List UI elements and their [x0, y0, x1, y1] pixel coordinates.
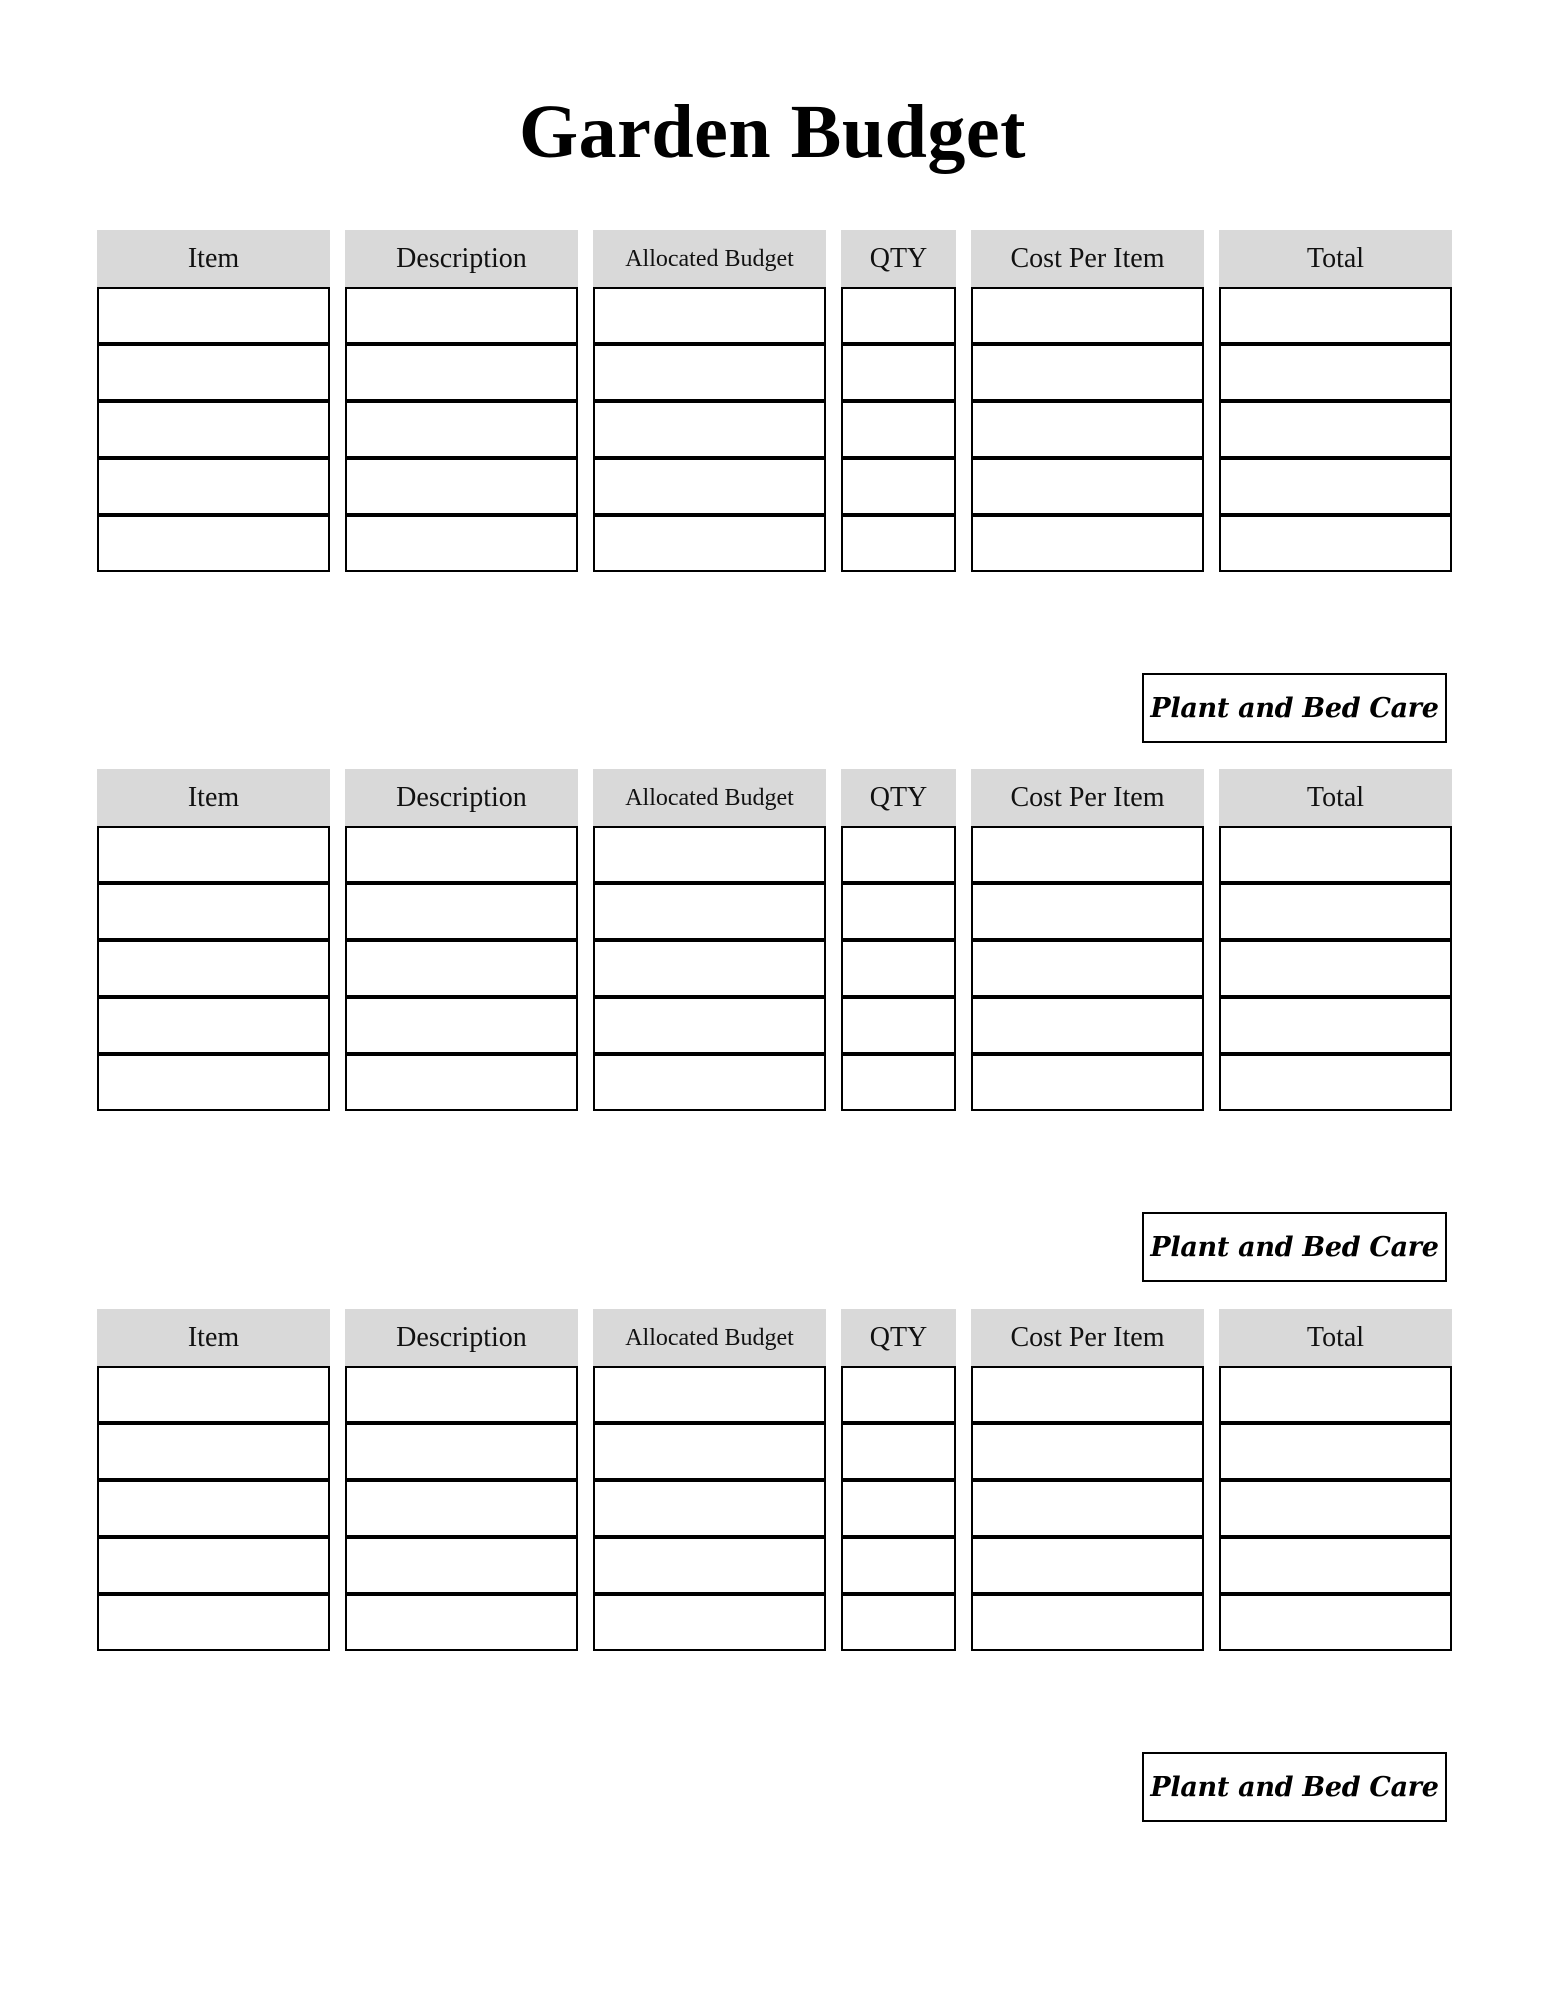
table-cell-qty-row1[interactable] [841, 1366, 956, 1423]
table-cell-description-row3[interactable] [345, 940, 578, 997]
table-cell-item-row1[interactable] [97, 287, 330, 344]
column-cost-per-item [971, 230, 1204, 572]
table-cell-cost-per-item-row2[interactable] [971, 1423, 1204, 1480]
table-cell-allocated-budget-row5[interactable] [593, 515, 826, 572]
column-header-total: Total [1219, 230, 1452, 287]
table-cell-item-row3[interactable] [97, 940, 330, 997]
table-cell-qty-row1[interactable] [841, 826, 956, 883]
table-cell-description-row1[interactable] [345, 287, 578, 344]
budget-table-3 [97, 1309, 1447, 1651]
table-cell-item-row2[interactable] [97, 883, 330, 940]
column-header-total: Total [1219, 769, 1452, 826]
table-cell-cost-per-item-row3[interactable] [971, 401, 1204, 458]
table-cell-description-row2[interactable] [345, 883, 578, 940]
table-cell-allocated-budget-row3[interactable] [593, 1480, 826, 1537]
table-cell-total-row2[interactable] [1219, 883, 1452, 940]
column-header-allocated-budget: Allocated Budget [593, 230, 826, 287]
column-total [1219, 1309, 1452, 1651]
table-cell-qty-row5[interactable] [841, 1594, 956, 1651]
section-footer-label-2[interactable] [1142, 1212, 1447, 1282]
table-cell-item-row5[interactable] [97, 515, 330, 572]
table-cell-allocated-budget-row4[interactable] [593, 1537, 826, 1594]
table-cell-item-row5[interactable] [97, 1054, 330, 1111]
table-cell-item-row2[interactable] [97, 344, 330, 401]
column-header-cost-per-item: Cost Per Item [971, 230, 1204, 287]
table-cell-cost-per-item-row4[interactable] [971, 997, 1204, 1054]
table-cell-cost-per-item-row1[interactable] [971, 1366, 1204, 1423]
table-cell-cost-per-item-row3[interactable] [971, 1480, 1204, 1537]
table-cell-allocated-budget-row5[interactable] [593, 1594, 826, 1651]
column-header-qty: QTY [841, 1309, 956, 1366]
table-cell-cost-per-item-row1[interactable] [971, 287, 1204, 344]
column-header-item: Item [97, 769, 330, 826]
table-cell-total-row5[interactable] [1219, 1054, 1452, 1111]
column-header-qty: QTY [841, 769, 956, 826]
column-description [345, 230, 578, 572]
column-cost-per-item [971, 1309, 1204, 1651]
table-cell-description-row4[interactable] [345, 997, 578, 1054]
table-cell-description-row3[interactable] [345, 401, 578, 458]
column-allocated-budget [593, 1309, 826, 1651]
column-total [1219, 230, 1452, 572]
column-header-allocated-budget: Allocated Budget [593, 769, 826, 826]
column-header-cost-per-item: Cost Per Item [971, 1309, 1204, 1366]
table-cell-cost-per-item-row4[interactable] [971, 1537, 1204, 1594]
table-cell-description-row4[interactable] [345, 458, 578, 515]
table-cell-description-row3[interactable] [345, 1480, 578, 1537]
column-allocated-budget [593, 769, 826, 1111]
table-cell-description-row1[interactable] [345, 826, 578, 883]
table-cell-qty-row4[interactable] [841, 458, 956, 515]
table-cell-item-row1[interactable] [97, 826, 330, 883]
column-header-item: Item [97, 230, 330, 287]
table-cell-qty-row1[interactable] [841, 287, 956, 344]
table-cell-cost-per-item-row4[interactable] [971, 458, 1204, 515]
table-cell-description-row2[interactable] [345, 344, 578, 401]
table-cell-description-row5[interactable] [345, 515, 578, 572]
table-cell-allocated-budget-row3[interactable] [593, 940, 826, 997]
table-cell-allocated-budget-row3[interactable] [593, 401, 826, 458]
table-cell-total-row2[interactable] [1219, 344, 1452, 401]
table-cell-allocated-budget-row4[interactable] [593, 997, 826, 1054]
table-cell-total-row4[interactable] [1219, 458, 1452, 515]
table-cell-allocated-budget-row5[interactable] [593, 1054, 826, 1111]
table-cell-allocated-budget-row4[interactable] [593, 458, 826, 515]
budget-table-1 [97, 230, 1447, 572]
table-cell-total-row3[interactable] [1219, 401, 1452, 458]
table-cell-qty-row3[interactable] [841, 401, 956, 458]
table-cell-qty-row2[interactable] [841, 1423, 956, 1480]
table-cell-cost-per-item-row5[interactable] [971, 1594, 1204, 1651]
table-cell-qty-row4[interactable] [841, 997, 956, 1054]
column-description [345, 769, 578, 1111]
budget-section-3 [97, 1309, 1447, 1803]
page-title: Garden Budget [519, 90, 1026, 174]
table-cell-qty-row3[interactable] [841, 940, 956, 997]
column-item [97, 1309, 330, 1651]
table-cell-qty-row3[interactable] [841, 1480, 956, 1537]
table-cell-item-row3[interactable] [97, 1480, 330, 1537]
table-cell-cost-per-item-row5[interactable] [971, 1054, 1204, 1111]
table-cell-cost-per-item-row3[interactable] [971, 940, 1204, 997]
budget-section-2 [97, 769, 1447, 1263]
table-cell-total-row3[interactable] [1219, 1480, 1452, 1537]
column-header-total: Total [1219, 1309, 1452, 1366]
section-footer-label-1[interactable] [1142, 673, 1447, 743]
column-item [97, 769, 330, 1111]
table-cell-qty-row2[interactable] [841, 344, 956, 401]
column-allocated-budget [593, 230, 826, 572]
table-cell-description-row2[interactable] [345, 1423, 578, 1480]
budget-table-2 [97, 769, 1447, 1111]
table-cell-item-row4[interactable] [97, 997, 330, 1054]
column-header-item: Item [97, 1309, 330, 1366]
table-cell-cost-per-item-row1[interactable] [971, 826, 1204, 883]
section-footer-label-text: Plant and Bed Care [1150, 1771, 1439, 1803]
column-cost-per-item [971, 769, 1204, 1111]
column-description [345, 1309, 578, 1651]
table-cell-allocated-budget-row1[interactable] [593, 826, 826, 883]
table-cell-item-row4[interactable] [97, 458, 330, 515]
table-cell-qty-row2[interactable] [841, 883, 956, 940]
column-qty [841, 1309, 956, 1651]
table-cell-cost-per-item-row2[interactable] [971, 344, 1204, 401]
table-cell-total-row4[interactable] [1219, 1537, 1452, 1594]
table-cell-total-row4[interactable] [1219, 997, 1452, 1054]
table-cell-item-row3[interactable] [97, 401, 330, 458]
column-qty [841, 769, 956, 1111]
table-cell-qty-row5[interactable] [841, 1054, 956, 1111]
column-header-cost-per-item: Cost Per Item [971, 769, 1204, 826]
table-cell-allocated-budget-row2[interactable] [593, 883, 826, 940]
column-header-allocated-budget: Allocated Budget [593, 1309, 826, 1366]
table-cell-total-row3[interactable] [1219, 940, 1452, 997]
section-footer-label-3[interactable] [1142, 1752, 1447, 1822]
table-cell-description-row4[interactable] [345, 1537, 578, 1594]
table-cell-cost-per-item-row5[interactable] [971, 515, 1204, 572]
section-footer-label-text: Plant and Bed Care [1150, 1231, 1439, 1263]
table-cell-total-row2[interactable] [1219, 1423, 1452, 1480]
table-cell-total-row5[interactable] [1219, 1594, 1452, 1651]
column-header-description: Description [345, 1309, 578, 1366]
column-header-description: Description [345, 230, 578, 287]
budget-section-1 [97, 230, 1447, 724]
table-cell-description-row1[interactable] [345, 1366, 578, 1423]
table-cell-qty-row5[interactable] [841, 515, 956, 572]
table-cell-allocated-budget-row2[interactable] [593, 344, 826, 401]
table-cell-total-row1[interactable] [1219, 826, 1452, 883]
section-footer-label-text: Plant and Bed Care [1150, 692, 1439, 724]
column-header-qty: QTY [841, 230, 956, 287]
table-cell-allocated-budget-row2[interactable] [593, 1423, 826, 1480]
table-cell-qty-row4[interactable] [841, 1537, 956, 1594]
table-cell-total-row1[interactable] [1219, 1366, 1452, 1423]
table-cell-allocated-budget-row1[interactable] [593, 287, 826, 344]
table-cell-item-row1[interactable] [97, 1366, 330, 1423]
table-cell-total-row5[interactable] [1219, 515, 1452, 572]
column-total [1219, 769, 1452, 1111]
table-cell-item-row2[interactable] [97, 1423, 330, 1480]
column-header-description: Description [345, 769, 578, 826]
table-cell-cost-per-item-row2[interactable] [971, 883, 1204, 940]
table-cell-allocated-budget-row1[interactable] [593, 1366, 826, 1423]
column-qty [841, 230, 956, 572]
column-item [97, 230, 330, 572]
table-cell-description-row5[interactable] [345, 1594, 578, 1651]
table-cell-item-row4[interactable] [97, 1537, 330, 1594]
table-cell-total-row1[interactable] [1219, 287, 1452, 344]
table-cell-description-row5[interactable] [345, 1054, 578, 1111]
table-cell-item-row5[interactable] [97, 1594, 330, 1651]
